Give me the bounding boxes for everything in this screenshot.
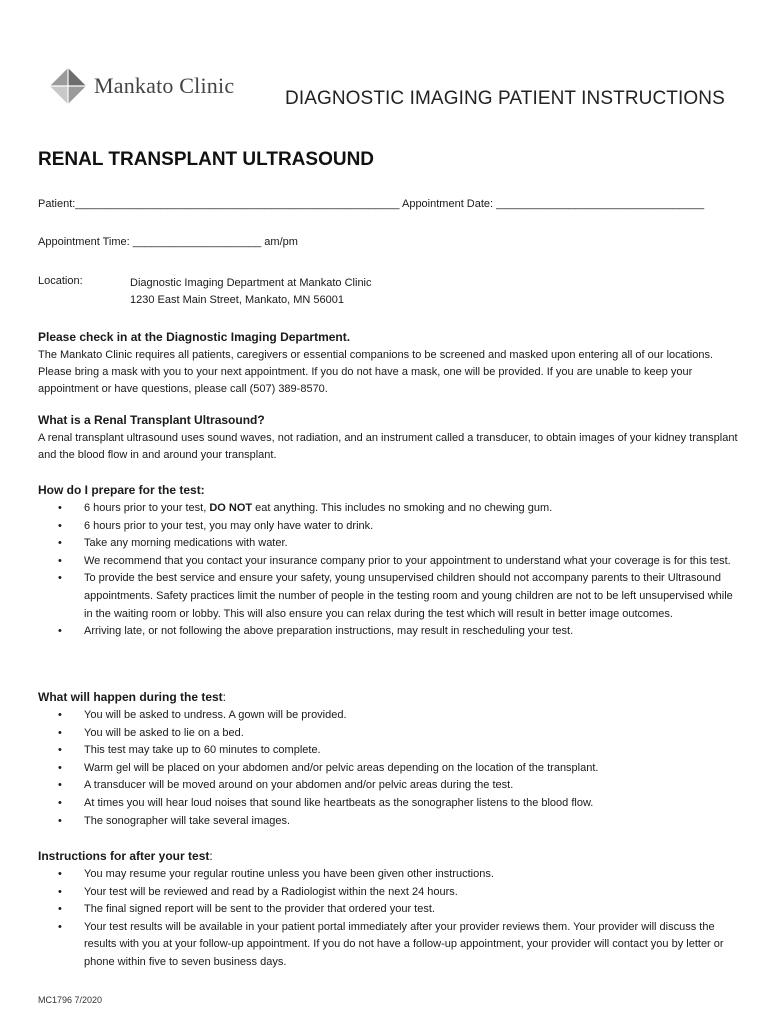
clinic-logo-text: Mankato Clinic	[94, 73, 235, 98]
checkin-heading: Please check in at the Diagnostic Imaging Department.	[38, 330, 351, 344]
diamond-logo-icon	[48, 66, 88, 106]
during-heading: What will happen during the test:	[38, 690, 227, 704]
what-is-body: A renal transplant ultrasound uses sound waves, not radiation, and an instrument called a transducer, to obtain images of your kidney transplant and the blood flow in and around your transplant.	[38, 432, 738, 461]
list-item: • At times you will hear loud noises that sound like heartbeats as the sonographer listens to the blood flow.	[38, 795, 738, 813]
list-item: • You will be asked to undress. A gown will be provided.	[38, 707, 738, 725]
checkin-section	[38, 330, 738, 398]
what-is-section	[38, 413, 738, 464]
location-line-2: 1230 East Main Street, Mankato, MN 56001	[130, 294, 345, 306]
list-item: • A transducer will be moved around on your abdomen and/or pelvic areas during the test.	[38, 777, 738, 795]
form-code: MC1796 7/2020	[38, 995, 103, 1005]
list-item: • Your test will be reviewed and read by a Radiologist within the next 24 hours.	[38, 884, 738, 902]
list-item: • The final signed report will be sent to the provider that ordered your test.	[38, 901, 738, 919]
patient-line: Patient:_____________________________________________________ Appointment Date: __________________________________	[38, 198, 705, 210]
checkin-body: The Mankato Clinic requires all patients, caregivers or essential companions to be screened and masked upon entering all of our locations. Please bring a mask with you to your next appointment. If you do not have a mask, one will be provided. If you are unable to keep your appointment or have questions, please call (507) 389-8570.	[38, 349, 714, 395]
appointment-time-line: Appointment Time: _____________________ am/pm	[38, 236, 298, 248]
prepare-section	[38, 483, 738, 641]
list-item: • Arriving late, or not following the above preparation instructions, may result in rescheduling your test.	[38, 623, 738, 641]
list-item: • We recommend that you contact your insurance company prior to your appointment to understand what your coverage is for this test.	[38, 553, 738, 571]
during-section	[38, 690, 738, 830]
location-label: Location:	[38, 275, 83, 287]
location-address	[130, 275, 372, 309]
page-title: RENAL TRANSPLANT ULTRASOUND	[38, 149, 375, 170]
list-item: • Warm gel will be placed on your abdomen and/or pelvic areas depending on the location of the transplant.	[38, 760, 738, 778]
list-item: • 6 hours prior to your test, DO NOT eat anything. This includes no smoking and no chewing gum.	[38, 500, 738, 518]
list-item: • You may resume your regular routine unless you have been given other instructions.	[38, 866, 738, 884]
list-item: • To provide the best service and ensure your safety, young unsupervised children should not accompany parents to their Ultrasound appointments. Safety practices limit the number of people in the testing room and young children are not to be left unsupervised while in the waiting room or lobby. This will also ensure you can relax during the test which will result in better image outcomes.	[38, 570, 738, 623]
list-item: • This test may take up to 60 minutes to complete.	[38, 742, 738, 760]
after-list	[38, 866, 738, 972]
prepare-list	[38, 500, 738, 641]
during-list	[38, 707, 738, 830]
do-not-emphasis: DO NOT	[209, 502, 253, 514]
list-item: • You will be asked to lie on a bed.	[38, 725, 738, 743]
list-item: • Take any morning medications with water.	[38, 535, 738, 553]
list-item: • The sonographer will take several images.	[38, 813, 738, 831]
after-section	[38, 849, 738, 972]
after-heading: Instructions for after your test:	[38, 849, 213, 863]
document-header: DIAGNOSTIC IMAGING PATIENT INSTRUCTIONS	[285, 88, 725, 109]
location-line-1: Diagnostic Imaging Department at Mankato Clinic	[130, 277, 372, 289]
prepare-heading: How do I prepare for the test:	[38, 483, 205, 497]
clinic-logo	[48, 66, 234, 106]
what-is-heading: What is a Renal Transplant Ultrasound?	[38, 413, 265, 427]
list-item: • Your test results will be available in your patient portal immediately after your provider reviews them. Your provider will discuss the results with you at your follow-up appointment. If you do not have a follow-up appointment, your provider will contact you by letter or phone within five to seven business days.	[38, 919, 738, 972]
list-item: • 6 hours prior to your test, you may only have water to drink.	[38, 518, 738, 536]
